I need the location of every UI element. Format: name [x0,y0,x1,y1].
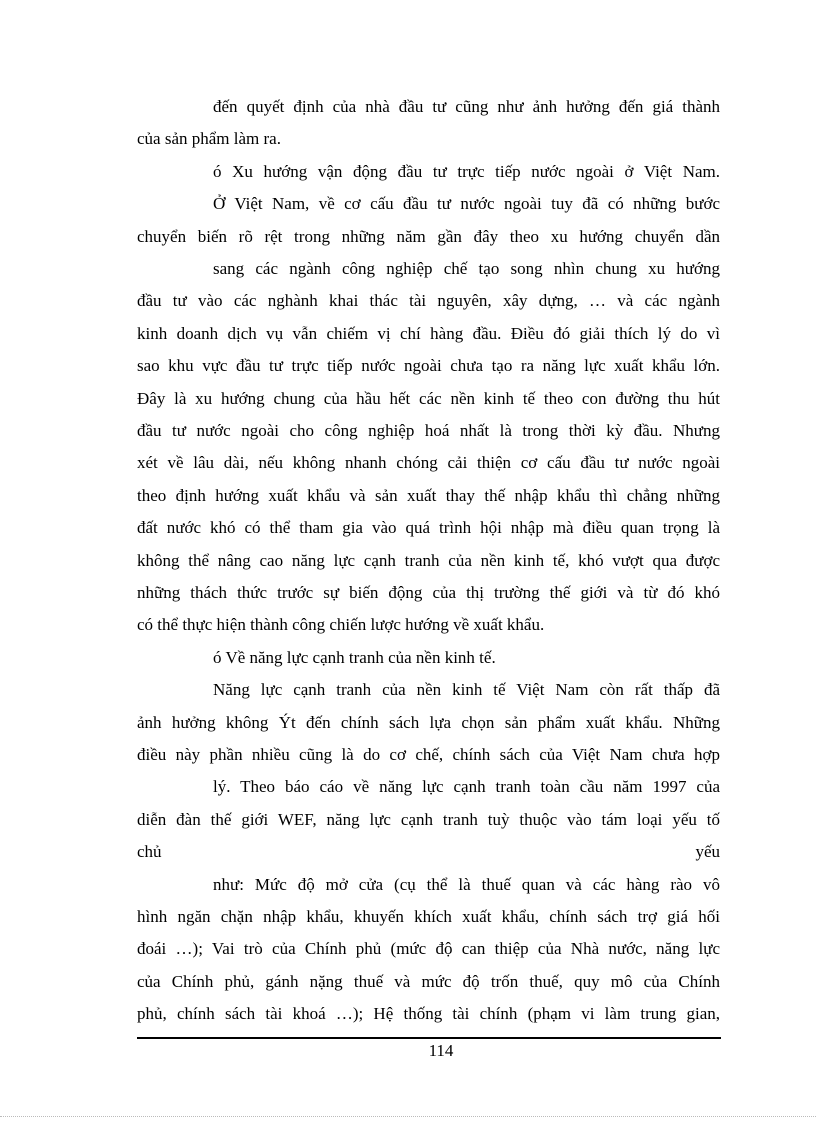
text-line: kinh doanh dịch vụ vẫn chiếm vị chí hàng đầu. Điều đó giải thích lý do vì [137,323,720,343]
text-line: ó Xu hướng vận động đầu tư trực tiếp nước ngoài ở Việt Nam. [213,161,720,181]
text-line: đầu tư vào các nghành khai thác tài nguyên, xây dựng, … và các ngành [137,291,720,311]
text-line: của sản phẩm làm ra. [137,129,281,149]
text-line: ó Về năng lực cạnh tranh của nền kinh tế. [213,647,496,667]
text-line: chuyển biến rõ rệt trong những năm gần đây theo xu hướng chuyển dần [137,226,720,246]
text-line: Đây là xu hướng chung của hầu hết các nền kinh tế theo con đường thu hút [137,388,720,408]
text-line: theo định hướng xuất khẩu và sản xuất thay thế nhập khẩu thì chẳng những [137,485,720,505]
text-line: xét về lâu dài, nếu không nhanh chóng cải thiện cơ cấu đầu tư nước ngoài [137,453,720,473]
text-line: như: Mức độ mở cửa (cụ thể là thuế quan và các hàng rào vô [213,874,720,894]
text-line: hình ngăn chặn nhập khẩu, khuyến khích xuất khẩu, chính sách trợ giá hối [137,907,720,926]
page-number: 114 [428,1041,454,1060]
text-line: điều này phần nhiều cũng là do cơ chế, chính sách của Việt Nam chưa hợp [137,745,720,764]
text-line: đất nước khó có thể tham gia vào quá trình hội nhập mà điều quan trọng là [137,518,720,538]
text-line: phủ, chính sách tài khoá …); Hệ thống tài chính (phạm vi làm trung gian, [137,1004,720,1024]
text-line: ảnh hưởng không Ýt đến chính sách lựa chọn sản phẩm xuất khẩu. Những [137,712,720,732]
page-bottom-border [0,1116,816,1117]
text-line: không thể nâng cao năng lực cạnh tranh của nền kinh tế, khó vượt qua được [137,550,720,570]
text-line: những thách thức trước sự biến động của thị trường thế giới và từ đó khó [137,583,720,602]
text-line: đoái …); Vai trò của Chính phủ (mức độ can thiệp của Nhà nước, năng lực [137,939,720,959]
text-line: của Chính phủ, gánh nặng thuế và mức độ trốn thuế, quy mô của Chính [137,971,720,991]
text-line: chủ yếu [137,842,720,862]
text-line: đến quyết định của nhà đầu tư cũng như ảnh hưởng đến giá thành [213,97,720,116]
text-line: sang các ngành công nghiệp chế tạo song nhìn chung xu hướng [213,259,720,278]
text-line: Năng lực cạnh tranh của nền kinh tế Việt Nam còn rất thấp đã [213,680,720,700]
text-line: sao khu vực đầu tư trực tiếp nước ngoài chưa tạo ra năng lực xuất khẩu lớn. [137,356,720,376]
text-line: có thể thực hiện thành công chiến lược hướng về xuất khẩu. [137,615,545,635]
text-line: diễn đàn thế giới WEF, năng lực cạnh tranh tuỳ thuộc vào tám loại yếu tố [137,809,720,829]
footer-rule [137,1037,721,1039]
text-line: Ở Việt Nam, về cơ cấu đầu tư nước ngoài tuy đã có những bước [213,194,720,214]
text-line: lý. Theo báo cáo về năng lực cạnh tranh toàn cầu năm 1997 của [213,777,720,797]
text-line: đầu tư nước ngoài cho công nghiệp hoá nhất là trong thời kỳ đầu. Nhưng [137,421,720,440]
